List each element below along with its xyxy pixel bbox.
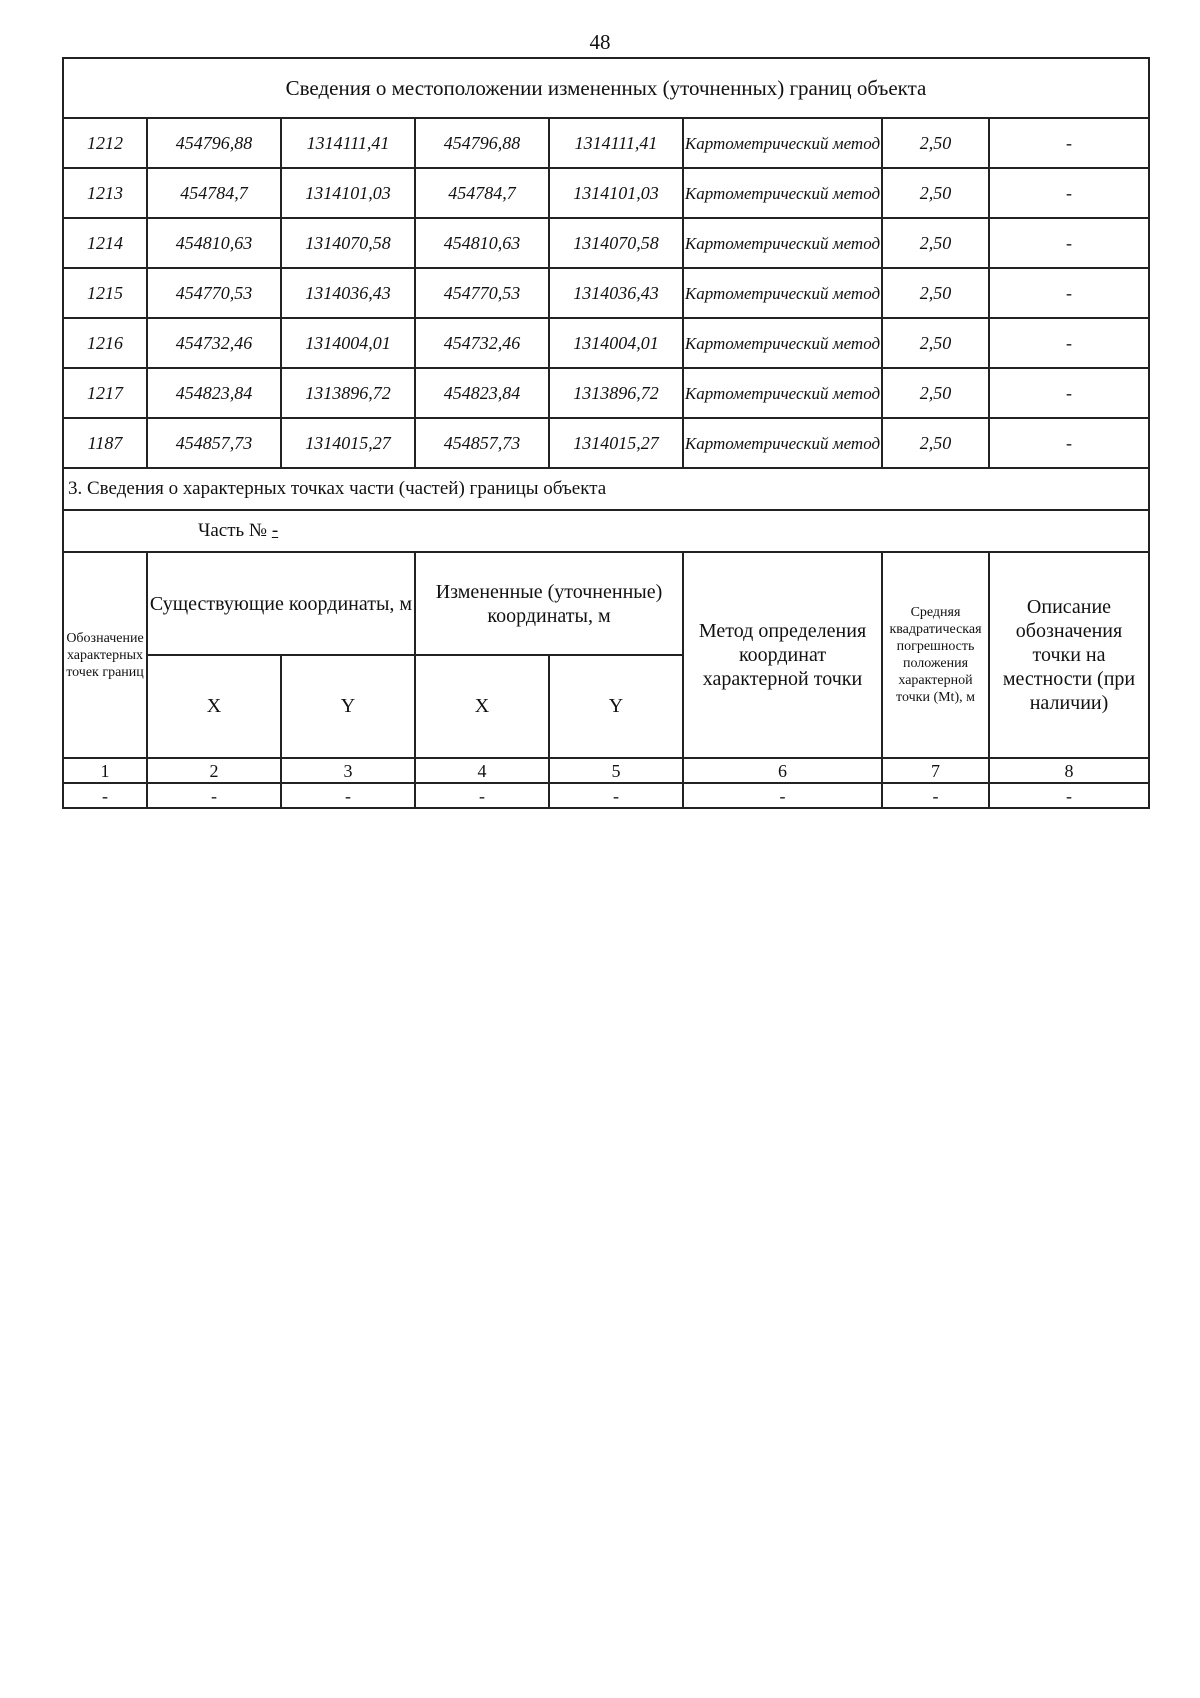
y-existing: 1314004,01 — [281, 318, 415, 368]
cell-value: - — [549, 783, 683, 808]
point-id: 1217 — [63, 368, 147, 418]
header-x-changed: X — [415, 655, 549, 758]
description: - — [989, 118, 1149, 168]
mean-error: 2,50 — [882, 218, 989, 268]
cell-value: - — [415, 783, 549, 808]
header-description: Описание обозначения точки на местности (при наличии) — [989, 552, 1149, 758]
mean-error: 2,50 — [882, 118, 989, 168]
column-number: 4 — [415, 758, 549, 783]
y-changed: 1314070,58 — [549, 218, 683, 268]
header-y-changed: Y — [549, 655, 683, 758]
table-row — [63, 368, 1149, 418]
method: Картометрический метод — [683, 318, 882, 368]
method: Картометрический метод — [683, 418, 882, 468]
cell-value: - — [281, 783, 415, 808]
header-existing-coords: Существующие координаты, м — [147, 552, 415, 655]
mean-error: 2,50 — [882, 368, 989, 418]
table-row — [63, 318, 1149, 368]
point-id: 1215 — [63, 268, 147, 318]
point-id: 1214 — [63, 218, 147, 268]
x-existing: 454770,53 — [147, 268, 281, 318]
description: - — [989, 218, 1149, 268]
y-changed: 1313896,72 — [549, 368, 683, 418]
header-mean-error: Средняя квадратическая погрешность положения характерной точки (Mt), м — [882, 552, 989, 758]
table-row — [63, 783, 1149, 808]
column-number: 2 — [147, 758, 281, 783]
y-changed: 1314004,01 — [549, 318, 683, 368]
x-changed: 454732,46 — [415, 318, 549, 368]
method: Картометрический метод — [683, 268, 882, 318]
mean-error: 2,50 — [882, 318, 989, 368]
x-changed: 454796,88 — [415, 118, 549, 168]
column-numbers-row — [63, 758, 1149, 783]
table-row — [63, 118, 1149, 168]
point-id: 1216 — [63, 318, 147, 368]
method: Картометрический метод — [683, 368, 882, 418]
column-number: 8 — [989, 758, 1149, 783]
cell-value: - — [147, 783, 281, 808]
description: - — [989, 268, 1149, 318]
y-existing: 1314111,41 — [281, 118, 415, 168]
x-existing: 454784,7 — [147, 168, 281, 218]
section-heading: 3. Сведения о характерных точках части (частей) границы объекта — [63, 468, 1149, 510]
point-id: 1187 — [63, 418, 147, 468]
x-changed: 454784,7 — [415, 168, 549, 218]
mean-error: 2,50 — [882, 168, 989, 218]
header-method: Метод определения координат характерной точки — [683, 552, 882, 758]
column-number: 7 — [882, 758, 989, 783]
table-row — [63, 268, 1149, 318]
point-id: 1213 — [63, 168, 147, 218]
y-existing: 1314036,43 — [281, 268, 415, 318]
cell-value: - — [989, 783, 1149, 808]
column-number: 3 — [281, 758, 415, 783]
part-value: - — [271, 520, 279, 541]
method: Картометрический метод — [683, 168, 882, 218]
column-number: 6 — [683, 758, 882, 783]
part-label: Часть № — [198, 520, 268, 541]
table-title: Сведения о местоположении измененных (уточненных) границ объекта — [63, 58, 1149, 118]
cell-value: - — [683, 783, 882, 808]
x-existing: 454796,88 — [147, 118, 281, 168]
y-changed: 1314015,27 — [549, 418, 683, 468]
x-changed: 454770,53 — [415, 268, 549, 318]
header-y-existing: Y — [281, 655, 415, 758]
y-existing: 1313896,72 — [281, 368, 415, 418]
part-number-row — [63, 510, 1149, 552]
column-number: 1 — [63, 758, 147, 783]
header-x-existing: X — [147, 655, 281, 758]
header-changed-coords: Измененные (уточненные) координаты, м — [415, 552, 683, 655]
y-existing: 1314070,58 — [281, 218, 415, 268]
y-existing: 1314101,03 — [281, 168, 415, 218]
x-existing: 454732,46 — [147, 318, 281, 368]
description: - — [989, 318, 1149, 368]
x-changed: 454857,73 — [415, 418, 549, 468]
mean-error: 2,50 — [882, 418, 989, 468]
cell-value: - — [882, 783, 989, 808]
header-point-designation: Обозначение характерных точек границ — [63, 552, 147, 758]
method: Картометрический метод — [683, 218, 882, 268]
column-number: 5 — [549, 758, 683, 783]
point-id: 1212 — [63, 118, 147, 168]
x-existing: 454810,63 — [147, 218, 281, 268]
description: - — [989, 418, 1149, 468]
cell-value: - — [63, 783, 147, 808]
description: - — [989, 368, 1149, 418]
boundary-table — [62, 57, 1150, 809]
x-existing: 454823,84 — [147, 368, 281, 418]
x-changed: 454810,63 — [415, 218, 549, 268]
method: Картометрический метод — [683, 118, 882, 168]
table-row — [63, 168, 1149, 218]
y-changed: 1314111,41 — [549, 118, 683, 168]
page-number: 48 — [589, 30, 611, 54]
y-changed: 1314036,43 — [549, 268, 683, 318]
x-changed: 454823,84 — [415, 368, 549, 418]
table-row — [63, 218, 1149, 268]
mean-error: 2,50 — [882, 268, 989, 318]
y-changed: 1314101,03 — [549, 168, 683, 218]
description: - — [989, 168, 1149, 218]
x-existing: 454857,73 — [147, 418, 281, 468]
y-existing: 1314015,27 — [281, 418, 415, 468]
table-row — [63, 418, 1149, 468]
